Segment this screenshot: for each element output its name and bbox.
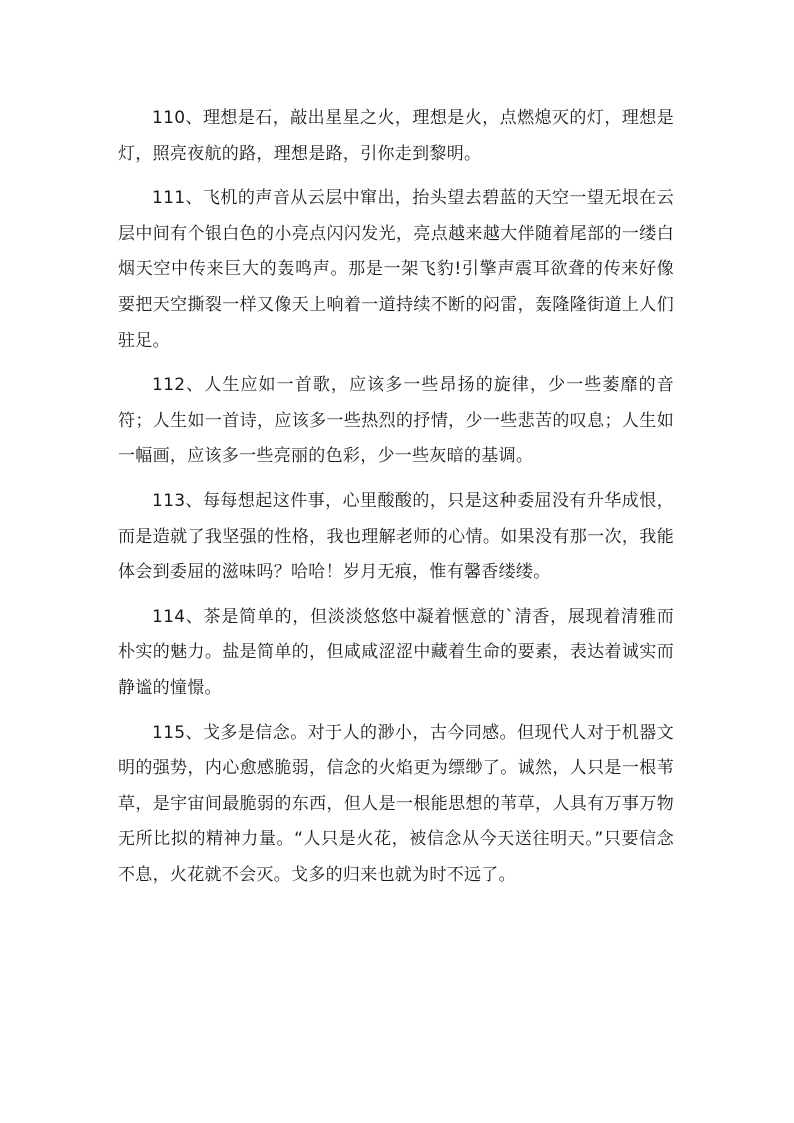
paragraph-113: 113、每每想起这件事，心里酸酸的，只是这种委屈没有升华成恨，而是造就了我坚强的性格，我也理解老师的心情。如果没有那一次，我能体会到委屈的滋味吗？哈哈！岁月无痕，惟有馨香缕缕。: [118, 490, 674, 583]
paragraph-115: 115、戈多是信念。对于人的渺小，古今同感。但现代人对于机器文明的强势，内心愈感脆弱，信念的火焰更为缥缈了。诚然，人只是一根苇草，是宇宙间最脆弱的东西，但人是一根能思想的苇草，人具有万事万物无所比拟的精神力量。“人只是火花，被信念从今天送往明天。”只要信念不息，火花就不会灭。戈多的归来也就为时不远了。: [118, 722, 674, 885]
paragraph-114: 114、茶是简单的，但淡淡悠悠中凝着惬意的`清香，展现着清雅而朴实的魅力。盐是简单的，但咸咸涩涩中藏着生命的要素，表达着诚实而静谧的憧憬。: [118, 606, 674, 698]
paragraph-110: 110、理想是石，敲出星星之火，理想是火，点燃熄灭的灯，理想是灯，照亮夜航的路，理想是路，引你走到黎明。: [118, 108, 674, 164]
paragraph-112: 112、人生应如一首歌，应该多一些昂扬的旋律，少一些萎靡的音符；人生如一首诗，应该多一些热烈的抒情，少一些悲苦的叹息；人生如一幅画，应该多一些亮丽的色彩，少一些灰暗的基调。: [118, 375, 674, 467]
paragraph-111: 111、飞机的声音从云层中窜出，抬头望去碧蓝的天空一望无垠在云层中间有个银白色的小亮点闪闪发光，亮点越来越大伴随着尾部的一缕白烟天空中传来巨大的轰鸣声。那是一架飞豹!引擎声震耳欲聋的传来好像要把天空撕裂一样又像天上响着一道持续不断的闷雷，轰隆隆街道上人们驻足。: [118, 188, 674, 351]
document-body: [118, 101, 674, 902]
